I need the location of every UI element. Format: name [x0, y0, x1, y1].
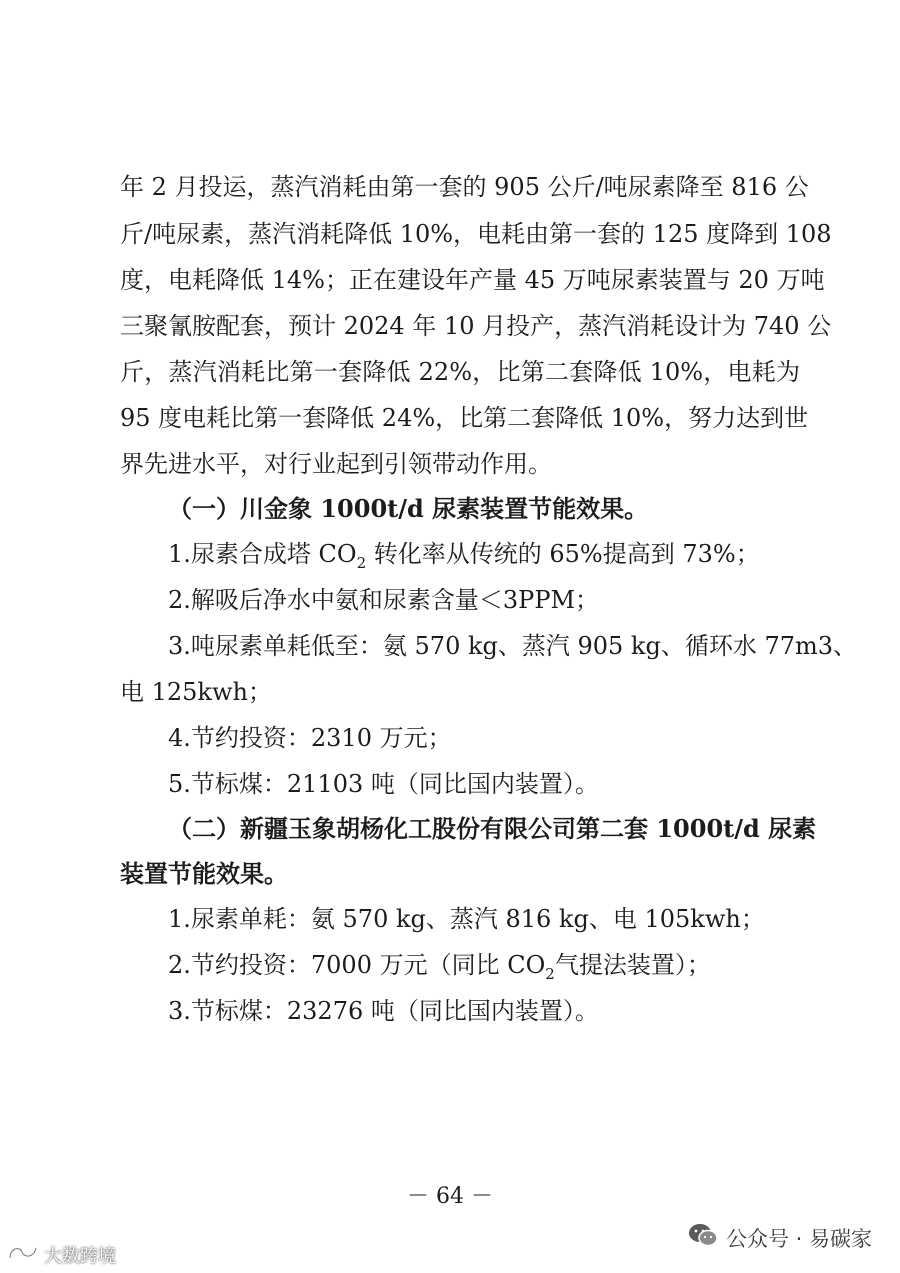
- watermark-right-text: 公众号 · 易碳家: [725, 1226, 872, 1251]
- watermark-left: [6, 1242, 116, 1271]
- section1-item-5: 5.节标煤：21103 吨（同比国内装置）。: [168, 770, 599, 798]
- section2-item-3: 3.节标煤：23276 吨（同比国内装置）。: [168, 997, 599, 1025]
- section1-item-2: 2.解吸后净水中氨和尿素含量＜3PPM；: [168, 586, 600, 614]
- section1-item-1: [168, 539, 800, 578]
- section1-heading: （一）川金象 1000t/d 尿素装置节能效果。: [168, 494, 649, 523]
- page-number: － 64 －: [407, 1184, 493, 1209]
- logo-icon: [6, 1242, 40, 1271]
- body-line-6: 95 度电耗比第一套降低 24%，比第二套降低 10%，努力达到世: [120, 404, 809, 432]
- section1-item-3-line-1: 3.吨尿素单耗低至：氨 570 kg、蒸汽 905 kg、循环水 77m3、: [168, 632, 858, 660]
- body-line-3: 度，电耗降低 14%；正在建设年产量 45 万吨尿素装置与 20 万吨: [120, 266, 825, 294]
- body-line-4: 三聚氰胺配套，预计 2024 年 10 月投产，蒸汽消耗设计为 740 公: [120, 312, 832, 340]
- section1-item-3-line-2: 电 125kwh；: [120, 678, 272, 706]
- section2-item-2-sub: 2: [545, 964, 555, 983]
- section1-item-4: 4.节约投资：2310 万元；: [168, 724, 452, 752]
- section2-item-1: 1.尿素单耗：氨 570 kg、蒸汽 816 kg、电 105kwh；: [168, 905, 765, 933]
- section2-item-2-pre: 2.节约投资：7000 万元（同比 CO: [168, 951, 546, 979]
- section2-item-2: [168, 950, 800, 989]
- body-line-2: 斤/吨尿素，蒸汽消耗降低 10%，电耗由第一套的 125 度降到 108: [120, 220, 832, 248]
- body-line-7: 界先进水平，对行业起到引领带动作用。: [120, 450, 552, 478]
- section2-item-2-post: 气提法装置）；: [554, 951, 711, 979]
- body-line-5: 斤，蒸汽消耗比第一套降低 22%，比第二套降低 10%，电耗为: [120, 358, 800, 386]
- section2-heading-line-2: 装置节能效果。: [120, 859, 288, 888]
- section2-heading-line-1: （二）新疆玉象胡杨化工股份有限公司第二套 1000t/d 尿素: [168, 814, 817, 843]
- section1-item-1-sub: 2: [356, 553, 367, 572]
- body-line-1: 年 2 月投运，蒸汽消耗由第一套的 905 公斤/吨尿素降至 816 公: [120, 173, 809, 201]
- section1-item-1-pre: 1.尿素合成塔 CO: [168, 540, 357, 568]
- watermark-left-text: 大数跨境: [44, 1245, 116, 1267]
- section1-item-1-post: 转化率从传统的 65%提高到 73%；: [366, 540, 760, 568]
- watermark-right: [688, 1222, 872, 1255]
- wechat-icon: [688, 1222, 718, 1255]
